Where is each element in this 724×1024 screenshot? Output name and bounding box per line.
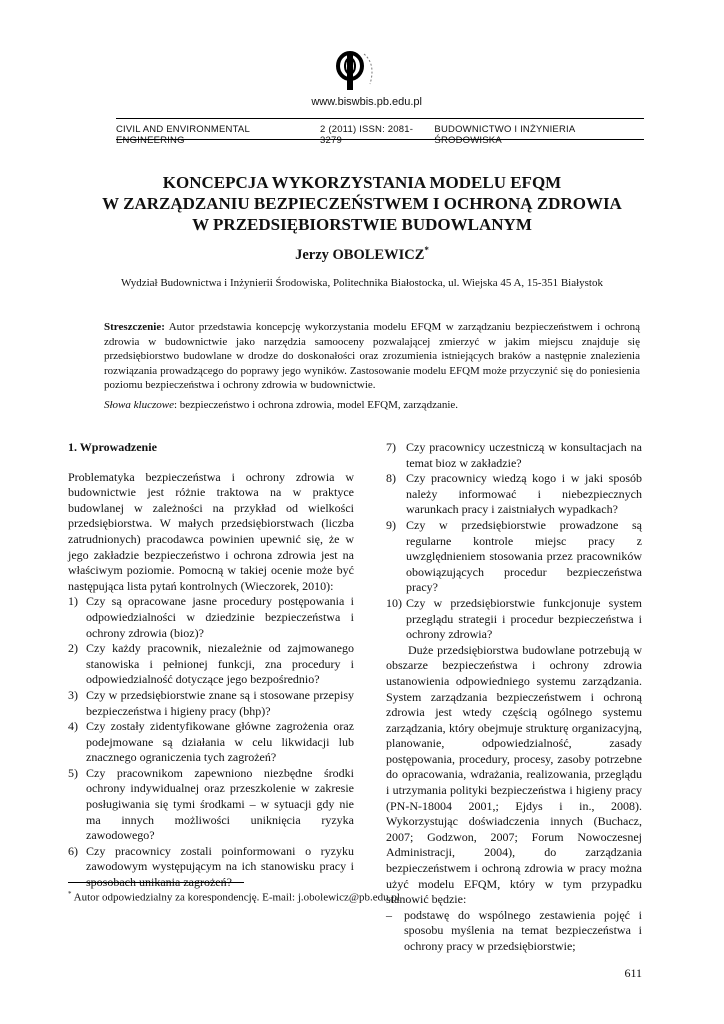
list-item: 6) Czy pracownicy zostali poinformowani o ryzyku zawodowym występującym na ich stanowisku pracy i sposobach unikania zagrożeń? bbox=[68, 843, 354, 890]
section-heading: 1. Wprowadzenie bbox=[68, 440, 157, 454]
journal-issue: 2 (2011) ISSN: 2081-3279 bbox=[320, 124, 414, 146]
left-column bbox=[68, 440, 354, 891]
list-item: – podstawę do wspólnego zestawienia pojęć i sposobu myślenia na temat bezpieczeństwa i ochrony pracy w przedsiębiorstwie; bbox=[386, 907, 642, 953]
dash-list bbox=[386, 908, 642, 955]
intro-paragraph: Problematyka bezpieczeństwa i ochrony zdrowia w budownictwie jest różnie traktowa na w praktyce budowlanej w zależności na przykład od wielkości przedsiębiorstwa. W małych przedsiębiorstwach (liczba zatrudnionych) pracodawca powinien upewnić się, że w jego zakładzie bezpieczeństwo i ochrona zdrowia jest na właściwym poziomie. Pomocną w takiej ocenie może być następująca lista pytań kontrolnych (Wieczorek, 2010): bbox=[68, 469, 354, 593]
paper-title bbox=[80, 172, 644, 235]
list-item: 9) Czy w przedsiębiorstwie prowadzone są regularne kontrole miejsc pracy z uwzględnieniem stosowania przez pracowników obowiązujących procedur bezpieczeństwa pracy? bbox=[386, 517, 642, 595]
journal-name-en: CIVIL AND ENVIRONMENTAL ENGINEERING bbox=[116, 124, 250, 146]
title-line: KONCEPCJA WYKORZYSTANIA MODELU EFQM bbox=[162, 173, 562, 192]
footnote-rule bbox=[68, 882, 244, 883]
question-list bbox=[68, 594, 354, 890]
footnote-text: Autor odpowiedzialny za korespondencję. E-mail: j.obolewicz@pb.edu.pl bbox=[71, 891, 400, 904]
keywords-label: Słowa kluczowe bbox=[104, 399, 174, 411]
footnote bbox=[68, 890, 628, 904]
university-logo bbox=[324, 44, 394, 100]
list-item: 3) Czy w przedsiębiorstwie znane są i stosowane przepisy bezpieczeństwa i higieny pracy (bhp)? bbox=[68, 687, 354, 718]
list-item: 4) Czy zostały zidentyfikowane główne zagrożenia oraz podejmowane są działania w celu likwidacji lub znacznego ograniczenia tych zagrożeń? bbox=[68, 719, 354, 765]
journal-url: www.biswbis.pb.edu.pl bbox=[311, 96, 422, 108]
list-item: 2) Czy każdy pracownik, niezależnie od zajmowanego stanowiska i pełnionej funkcji, zna procedury i odpowiedzialność dotyczące jego bezpośrednio? bbox=[68, 641, 354, 687]
journal-name-pl: BUDOWNICTWO I INŻYNIERIA ŚRODOWISKA bbox=[434, 124, 575, 146]
title-line: W ZARZĄDZANIU BEZPIECZEŃSTWEM I OCHRONĄ ZDROWIA bbox=[102, 194, 622, 213]
header-rule-bottom bbox=[116, 139, 644, 140]
page-number: 611 bbox=[624, 966, 642, 980]
title-line: W PRZEDSIĘBIORSTWIE BUDOWLANYM bbox=[192, 215, 532, 234]
abstract-text: Autor przedstawia koncepcję wykorzystania modelu EFQM w zarządzaniu bezpieczeństwem i ochroną zdrowia w budownictwie jako narzędzia samooceny pozwalającej zmierzyć w jakim miejscu znajduje się przedsiębiorstwo budowlane w drodze do doskonałości oraz zrozumienia istniejących braków a następnie znalezienia rozwiązania prowadzącego do poprawy jego wyników. Zastosowanie modelu EFQM może przyczynić się do poniesienia poziomu bezpieczeństwa i ochrony zdrowia w budownictwie. bbox=[104, 321, 640, 391]
list-item: 7) Czy pracownicy uczestniczą w konsultacjach na temat bioz w zakładzie? bbox=[386, 440, 642, 470]
keywords-text: : bezpieczeństwo i ochrona zdrowia, model EFQM, zarządzanie. bbox=[173, 399, 459, 411]
list-item: 1) Czy są opracowane jasne procedury postępowania i odpowiedzialności w dziedzinie bezpieczeństwa i ochrony zdrowia (bioz)? bbox=[68, 594, 354, 640]
affiliation: Wydział Budownictwa i Inżynierii Środowiska, Politechnika Białostocka, ul. Wiejska 45 A, 15-351 Białystok bbox=[120, 277, 603, 289]
author-name: Jerzy OBOLEWICZ bbox=[295, 246, 425, 263]
footnote-mark: * bbox=[68, 890, 72, 898]
list-item: 8) Czy pracownicy wiedzą kogo i w jaki sposób należy informować i niebezpiecznych warunkach pracy i zaistniałych wypadkach? bbox=[386, 471, 642, 517]
right-column bbox=[386, 440, 642, 955]
author-footnote-mark: * bbox=[424, 245, 429, 255]
list-item: 10) Czy w przedsiębiorstwie funkcjonuje system przeglądu strategii i procedur bezpieczeństwa i ochrony zdrowia? bbox=[386, 595, 642, 642]
abstract-label: Streszczenie: bbox=[104, 321, 165, 333]
body-paragraph: Duże przedsiębiorstwa budowlane potrzebują w obszarze bezpieczeństwa i ochrony zdrowia ustanowienia odpowiedniego systemu zarządzania. System zarządzania bezpieczeństwem i ochroną zdrowia jest wtedy częścią ogólnego systemu zarządzania, który obejmuje strukturę organizacyjną, planowanie, odpowiedzialność, zasady postępowania, procedury, procesy, zasoby potrzebne do opracowania, wdrażania, realizowania, przeglądu i utrzymania polityki bezpieczeństwa i higieny pracy (PN-N-18004 2001,; Ejdys i in., 2008). Wykorzystując doświadczenia innych (Buchacz, 2007; Godzwon, 2007; Forum Nowoczesnej Administracji, 2004), do zarządzania bezpieczeństwem i ochroną zdrowia w pracy można użyć modelu EFQM, który w tym przypadku stanowić będzie: bbox=[386, 642, 642, 907]
question-list-continued bbox=[386, 440, 642, 643]
list-item: 5) Czy pracownikom zapewniono niezbędne środki ochrony indywidualnej oraz przeszkolenie w zakresie posługiwania się tymi środkami – w sytuacji gdy nie ma innych możliwości uniknięcia ryzyka zawodowego? bbox=[68, 765, 354, 843]
journal-header bbox=[116, 124, 644, 146]
author bbox=[80, 245, 644, 264]
header-rule-top bbox=[116, 118, 644, 119]
keywords bbox=[104, 399, 640, 411]
abstract bbox=[104, 320, 640, 393]
